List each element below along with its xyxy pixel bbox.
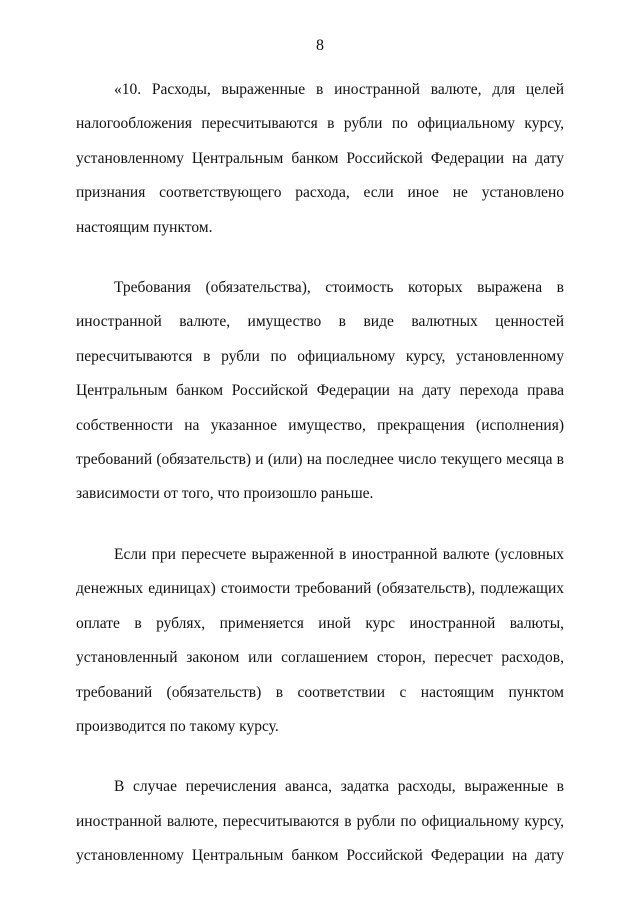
paragraph-advance-payment: В случае перечисления аванса, задатка расходы, выраженные в иностранной валюте, пересчитываются в рубли по официальному курсу, установленному Центральным банком Российской Федерации на дату bbox=[76, 778, 564, 865]
page-number: 8 bbox=[316, 37, 324, 54]
paragraph-claims-obligations: Требования (обязательства), стоимость которых выражена в иностранной валюте, имущество в виде валютных ценностей пересчитываются в рубли по официальному курсу, установленному Центральным банком Российской Федерации на дату перехода права собственности на указанное имущество, прекращения (исполнения) требований (обязательств) и (или) на последнее число текущего месяца в зависимости от того, что произошло раньше. bbox=[76, 279, 564, 503]
document-body bbox=[76, 73, 564, 874]
paragraph-clause-10: «10. Расходы, выраженные в иностранной валюте, для целей налогообложения пересчитываются в рубли по официальному курсу, установленному Центральным банком Российской Федерации на дату признания соответствующего расхода, если иное не установлено настоящим пунктом. bbox=[76, 81, 564, 236]
paragraph-other-rate: Если при пересчете выраженной в иностранной валюте (условных денежных единицах) стоимости требований (обязательств), подлежащих оплате в рублях, применяется иной курс иностранной валюты, установленный законом или соглашением сторон, пересчет расходов, требований (обязательств) в соответствии с настоящим пунктом производится по такому курсу. bbox=[76, 545, 564, 735]
